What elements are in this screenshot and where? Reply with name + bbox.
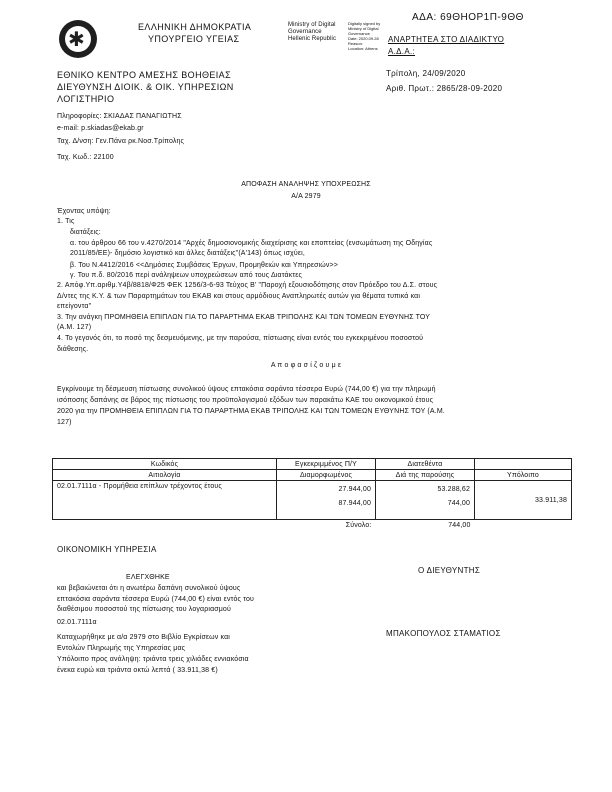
item-1a: α. του άρθρου 66 του ν.4270/2014 "Αρχές δημοσιονομικής διαχείρισης και εποπτείας (ενσωμάτωση της Οδηγίας [70,240,433,247]
item-2-cont2: επείγοντα" [57,303,92,310]
check-line-4: Καταχωρήθηκε με α/α 2979 στο Βιβλίο Εγκρίσεων και [57,634,231,641]
finance-service: ΟΙΚΟΝΟΜΙΚΗ ΥΠΗΡΕΣΙΑ [57,545,157,554]
check-code: 02.01.7111α [57,619,97,626]
item-1a-cont: 2011/85/ΕΕ)- δημόσιο λογιστικό και άλλες διατάξεις"(Α'143) όπως ισχύει, [70,250,305,257]
ministry-title: ΥΠΟΥΡΓΕΙΟ ΥΓΕΙΑΣ [148,34,240,44]
checked-label: ΕΛΕΓΧΘΗΚΕ [126,574,170,581]
check-line-7: ένεκα ευρώ και τριάντα οκτώ λεπτά ( 33.911,38 €) [57,667,218,674]
check-line-2: επτακόσια σαράντα τέσσερα Ευρώ (744,00 €) είναι εντός του [57,596,255,603]
contact-email: e-mail: p.skiadas@ekab.gr [57,125,144,132]
ada-code: ΑΔΑ: 69ΘΗΟΡ1Π-9ΘΘ [412,12,524,23]
contact-info: Πληροφορίες: ΣΚΙΑΔΑΣ ΠΑΝΑΓΙΩΤΗΣ [57,113,182,120]
item-4-cont: διάθεσης. [57,346,89,353]
item-4: 4. Το γεγονός ότι, το ποσό της δεσμευόμενης, με την παρούσα, πίστωσης είναι εντός του εγκεκριμένου ποσοστού [57,335,424,342]
signature-details: Digitally signed by Ministry of Digital Governance Date: 2020.09.28 Reason: Location: Athens [348,21,381,51]
budget-table [52,458,572,530]
signatory-name: ΜΠΑΚΟΠΟΥΛΟΣ ΣΤΑΜΑΤΙΟΣ [386,629,501,638]
check-line-3: διαθέσιμου ποσοστού της πίστωσης του λογαριασμού [57,606,231,613]
protocol-number: Αριθ. Πρωτ.: 2865/28-09-2020 [386,84,503,93]
check-line-6: Υπόλοιπο προς ανάληψη: τριάντα τρεις χιλιάδες εννιακόσια [57,656,249,663]
check-line-1: και βεβαιώνεται ότι η ανωτέρω δαπάνη συνολικού ύψους [57,585,241,592]
contact-address: Ταχ. Δ/νση: Γεν.Πάνα ρκ.Νοσ.Τρίπολης [57,138,185,145]
item-1-provisions: διατάξεις: [70,229,101,236]
considering-label: Έχοντας υπόψη: [57,208,111,215]
organization-block: ΕΘΝΙΚΟ ΚΕΝΤΡΟ ΑΜΕΣΗΣ ΒΟΗΘΕΙΑΣ ΔΙΕΥΘΥΝΣΗ ΔΙΟΙΚ. & ΟΙΚ. ΥΠΗΡΕΣΙΩΝ ΛΟΓΙΣΤΗΡΙΟ [57,70,234,104]
table-row: 02.01.7111α - Προμήθεια επίπλων τρέχοντος έτους 27.944,00 87.944,00 53.288,62 744,00 33.911,38 [53,481,572,520]
decision-line-3: 2020 για την ΠΡΟΜΗΘΕΙΑ ΕΠΙΠΛΩΝ ΓΙΑ ΤΟ ΠΑΡΑΡΤΗΜΑ ΕΚΑΒ ΤΡΙΠΟΛΗΣ ΚΑΙ ΤΩΝ ΤΟΜΕΩΝ ΕΥΘΥΝΗΣ ΤΟΥ (Α.Μ. [57,408,445,415]
item-1-number: 1. Τις [57,218,75,225]
ekab-logo-icon: ✱ [59,20,97,58]
decision-line-4: 127) [57,419,72,426]
posted-online: ΑΝΑΡΤΗΤΕΑ ΣΤΟ ΔΙΑΔΙΚΤΥΟ [388,35,505,44]
ada-label: Α.Δ.Α.: [388,47,416,56]
decision-line-2: ισόποσης δαπάνης σε βάρος της πίστωσης του προϋπολογισμού εξόδων των παρακάτω ΚΑΕ του οικονομικού έτους [57,397,434,404]
check-line-5: Εντολών Πληρωμής της Υπηρεσίας μας [57,645,186,652]
contact-postcode: Ταχ. Κωδ.: 22100 [57,154,114,161]
item-2-cont: Δ/ντες της Κ.Υ. & των Παραρτημάτων του ΕΚΑΒ και στους αρμόδιους Αναπληρωτές αυτών για θέματα τυπικά και [57,293,421,300]
decision-line-1: Εγκρίνουμε τη δέσμευση πίστωσης συνολικού ύψους επτακόσια σαράντα τέσσερα Ευρώ (744,00 €) για την πληρωμή [57,386,436,393]
table-header-row: Κωδικός Εγκεκριμμένος Π/Υ Διατεθέντα [53,459,572,470]
republic-title: ΕΛΛΗΝΙΚΗ ΔΗΜΟΚΡΑΤΙΑ [138,22,252,32]
item-1b: β. Του Ν.4412/2016 <<Δημόσιες Συμβάσεις Έργων, Προμηθειών και Υπηρεσιών>> [70,262,339,269]
item-2: 2. Απόφ.Υπ.αριθμ.Υ4β/8818/Φ25 ΦΕΚ 1256/3-6-93 Τεύχος Β' "Παροχή εξουσιοδότησης στον Πρόεδρο του Δ.Σ. στους [57,282,438,289]
table-total-row: Σύνολο: 744,00 [345,521,471,529]
director-title: Ο ΔΙΕΥΘΥΝΤΗΣ [418,566,481,575]
place-date: Τρίπολη, 24/09/2020 [386,69,466,78]
document-title: ΑΠΟΦΑΣΗ ΑΝΑΛΗΨΗΣ ΥΠΟΧΡΕΩΣΗΣ [241,181,371,188]
item-3: 3. Την ανάγκη ΠΡΟΜΗΘΕΙΑ ΕΠΙΠΛΩΝ ΓΙΑ ΤΟ ΠΑΡΑΡΤΗΜΑ ΕΚΑΒ ΤΡΙΠΟΛΗΣ ΚΑΙ ΤΩΝ ΤΟΜΕΩΝ ΕΥΘΥΝΗΣ ΤΟΥ [57,314,431,321]
item-1c: γ. Του π.δ. 80/2016 περί ανάληψεων υποχρεώσεων από τους Διατάκτες [70,272,303,279]
decide-heading: Α π ο φ α σ ί ζ ο υ μ ε [270,362,342,369]
table-subheader-row: Αιτιολογία Διαμορφωμένος Διά της παρούσης Υπόλοιπο [53,470,572,481]
document-subtitle: Α/Α 2979 [291,193,321,200]
signature-stamp: Ministry of Digital Governance Hellenic Republic [288,22,337,42]
item-3-cont: (Α.Μ. 127) [57,324,92,331]
